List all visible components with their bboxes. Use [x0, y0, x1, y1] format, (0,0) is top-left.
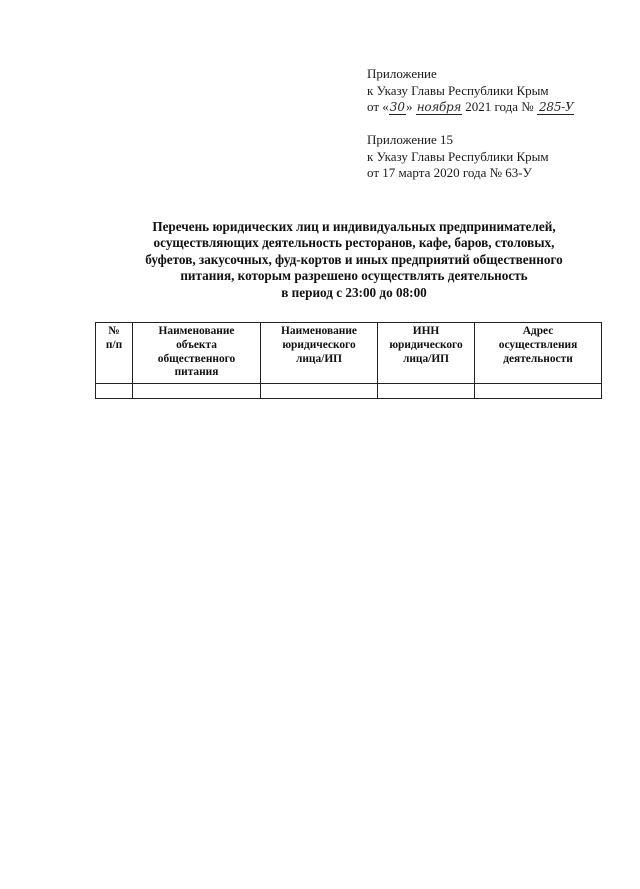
- handwritten-day: 30: [389, 100, 406, 114]
- table-cell: [475, 384, 602, 399]
- table-cell: [261, 384, 378, 399]
- table-cell: [133, 384, 261, 399]
- column-header-number: № п/п: [96, 323, 133, 384]
- appendix-current-block: [367, 66, 617, 116]
- column-header-address: Адрес осуществления деятельности: [475, 323, 602, 384]
- appendix-original-heading: Приложение 15: [367, 132, 454, 147]
- appendix-original-date-line: от 17 марта 2020 года № 63-У: [367, 165, 532, 180]
- handwritten-decree-number: 285-У: [538, 100, 574, 114]
- appendix-heading: Приложение: [367, 66, 437, 81]
- establishments-table: [95, 322, 602, 399]
- title-line: буфетов, закусочных, фуд-кортов и иных предприятий общественного: [145, 251, 563, 267]
- column-header-inn: ИНН юридического лица/ИП: [378, 323, 475, 384]
- column-header-legal-entity-name: Наименование юридического лица/ИП: [261, 323, 378, 384]
- appendix-date-line: [367, 99, 617, 116]
- date-year: 2021 года №: [465, 99, 534, 114]
- date-quote-close: »: [406, 99, 413, 114]
- column-header-establishment-name: Наименование объекта общественного питания: [133, 323, 261, 384]
- title-line: в период с 23:00 до 08:00: [281, 284, 427, 300]
- title-line: осуществляющих деятельность ресторанов, кафе, баров, столовых,: [153, 235, 555, 251]
- table-cell: [378, 384, 475, 399]
- appendix-decree-reference: к Указу Главы Республики Крым: [367, 82, 549, 98]
- title-line: питания, которым разрешено осуществлять деятельность: [180, 268, 528, 284]
- appendix-original-decree-reference: к Указу Главы Республики Крым: [367, 148, 549, 164]
- table-row: [96, 384, 602, 399]
- appendix-original-block: [367, 132, 617, 182]
- handwritten-month: ноября: [416, 100, 462, 114]
- title-line: Перечень юридических лиц и индивидуальных предпринимателей,: [152, 219, 556, 234]
- table-header-row: [96, 323, 602, 384]
- table-cell: [96, 384, 133, 399]
- document-title: [96, 219, 612, 301]
- date-prefix: от «: [367, 99, 389, 114]
